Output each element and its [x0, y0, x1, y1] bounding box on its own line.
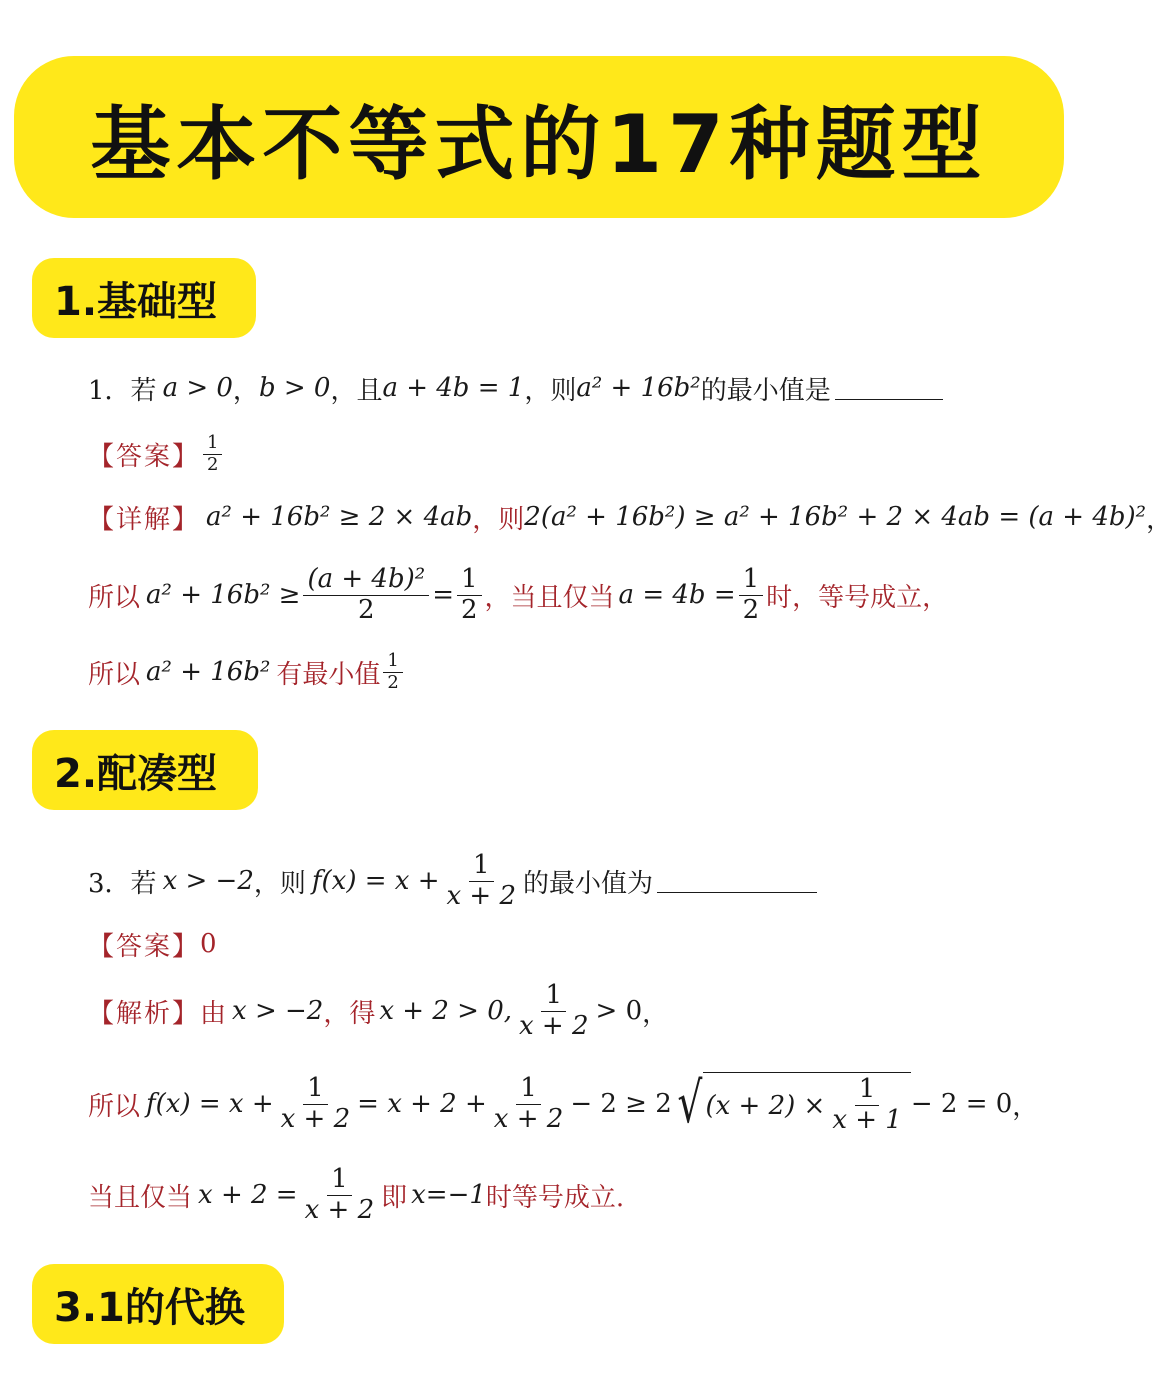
fraction — [277, 1074, 355, 1135]
section-heading-basic — [32, 258, 256, 338]
text: ，则 — [524, 375, 577, 406]
text: 时，等号成立， — [766, 582, 949, 613]
denominator: 2 — [742, 594, 760, 625]
text: 所以 — [88, 1091, 141, 1122]
denominator: x + 2 — [519, 1010, 589, 1041]
problem-3-statement — [88, 846, 817, 916]
text: 有最小值 — [276, 659, 381, 690]
fraction — [739, 565, 764, 626]
text: 由 — [200, 998, 227, 1029]
text: ，则 — [472, 504, 525, 535]
text: 的最小值为 — [523, 868, 654, 899]
math: a = 4b = — [618, 580, 736, 610]
problem-number: 1． — [88, 375, 131, 406]
text: 的最小值是 — [700, 375, 831, 406]
math: x > −2 — [232, 996, 324, 1026]
denominator: x + 2 — [493, 1103, 564, 1134]
condition: a + 4b = 1 — [382, 373, 525, 403]
numerator: 1 — [516, 1074, 541, 1105]
text: 时等号成立. — [485, 1182, 625, 1213]
text: ， — [232, 375, 259, 406]
math: a² + 16b² — [146, 657, 271, 687]
radical-sign-icon: √ — [677, 1071, 703, 1136]
fraction — [490, 1074, 568, 1135]
math: = — [432, 580, 454, 610]
problem-1-answer — [88, 428, 225, 480]
text: ， — [642, 998, 669, 1029]
numerator: 1 — [469, 851, 494, 882]
math: x + 2 > 0, — [379, 996, 512, 1026]
fraction — [828, 1075, 906, 1136]
numerator: 1 — [739, 565, 764, 596]
detail-tag: 【详解】 — [88, 504, 201, 535]
numerator: (a + 4b)² — [303, 565, 429, 596]
math: f(x) = x + — [311, 866, 440, 896]
denominator: 2 — [207, 453, 219, 475]
condition: x > −2 — [162, 866, 254, 896]
fraction — [303, 565, 429, 626]
condition: b > 0 — [258, 373, 331, 403]
denominator: 2 — [460, 594, 478, 625]
answer-blank — [835, 377, 943, 400]
condition: a > 0 — [162, 373, 233, 403]
problem-3-analysis-line-3 — [88, 1158, 624, 1232]
numerator: 1 — [303, 1074, 328, 1105]
text: 当且仅当 — [88, 1182, 193, 1213]
fraction — [301, 1165, 379, 1226]
text: ，得 — [323, 998, 376, 1029]
numerator: 1 — [457, 565, 482, 596]
text: ，且 — [330, 375, 383, 406]
math: > 0 — [595, 996, 643, 1026]
radicand — [703, 1072, 910, 1136]
math: x=−1 — [411, 1180, 486, 1210]
text: ，当且仅当 — [484, 582, 615, 613]
text: ，则 — [253, 868, 306, 899]
fraction — [457, 565, 482, 626]
problem-1-statement — [88, 366, 943, 410]
answer-blank — [657, 870, 817, 893]
denominator: x + 2 — [446, 880, 517, 911]
denominator: 2 — [387, 671, 399, 693]
problem-1-detail-line-2 — [88, 560, 948, 630]
section-label: 1.基础型 — [54, 278, 218, 325]
text: 所以 — [88, 582, 141, 613]
denominator: x + 2 — [280, 1103, 351, 1134]
denominator: x + 1 — [832, 1105, 902, 1135]
denominator: 2 — [358, 594, 375, 625]
problem-3-analysis-line-2 — [88, 1064, 1038, 1144]
section-label: 2.配凑型 — [54, 750, 218, 797]
expression: a² + 16b² — [576, 373, 701, 403]
text: 即 — [381, 1182, 408, 1213]
math: x + 2 = — [198, 1180, 298, 1210]
numerator: 1 — [203, 433, 222, 455]
numerator: 1 — [541, 981, 566, 1012]
section-label: 3.1的代换 — [54, 1284, 245, 1331]
text: 若 — [130, 375, 157, 406]
math: (x + 2) × — [705, 1090, 826, 1121]
problem-1-detail-line-1 — [88, 494, 1172, 540]
math: a² + 16b² ≥ 2 × 4ab — [206, 502, 473, 532]
text: ， — [1012, 1091, 1039, 1122]
problem-number: 3． — [88, 868, 131, 899]
text: ， — [1146, 504, 1172, 535]
section-heading-substitution — [32, 1264, 284, 1344]
page-title: 基本不等式的17种题型 — [90, 97, 988, 191]
text: 若 — [130, 868, 157, 899]
title-banner — [14, 56, 1064, 218]
math: − 2 ≥ 2 — [570, 1089, 672, 1119]
math: − 2 = 0 — [910, 1089, 1013, 1119]
math: f(x) = x + — [146, 1089, 274, 1119]
problem-1-detail-line-3 — [88, 646, 406, 698]
square-root — [672, 1072, 911, 1136]
math: = x + 2 + — [357, 1089, 487, 1119]
numerator: 1 — [383, 651, 402, 673]
fraction — [443, 851, 521, 912]
problem-3-answer — [88, 922, 217, 966]
numerator: 1 — [327, 1165, 352, 1196]
problem-3-analysis-line-1 — [88, 976, 668, 1046]
answer-fraction — [203, 433, 222, 475]
fraction — [515, 981, 593, 1042]
answer-tag: 【答案】 — [88, 931, 201, 962]
section-heading-adjust — [32, 730, 258, 810]
analysis-tag: 【解析】 — [88, 998, 201, 1029]
answer-tag: 【答案】 — [88, 441, 201, 472]
denominator: x + 2 — [304, 1194, 375, 1225]
text: 所以 — [88, 659, 141, 690]
math: 2(a² + 16b²) ≥ a² + 16b² + 2 × 4ab = (a + 4b)² — [524, 502, 1147, 532]
answer-value: 0 — [200, 929, 217, 959]
math: a² + 16b² ≥ — [146, 580, 301, 610]
fraction — [383, 651, 402, 693]
numerator: 1 — [855, 1075, 880, 1106]
